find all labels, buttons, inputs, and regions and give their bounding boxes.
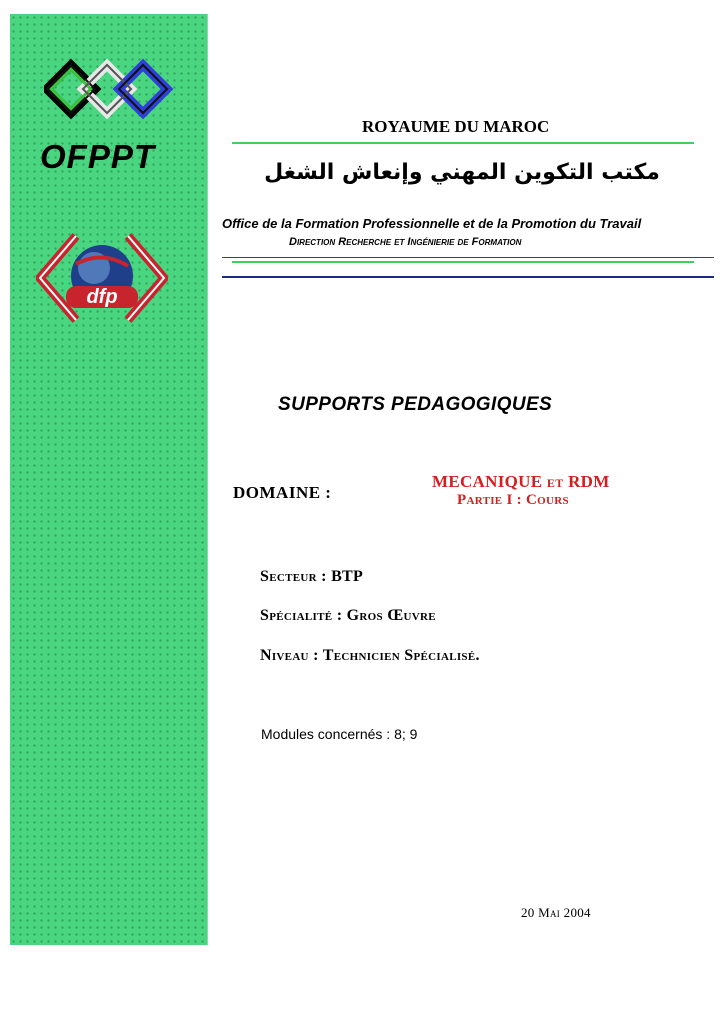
dfp-logo-text: dfp [86,286,118,308]
secteur-line: Secteur : BTP [260,568,364,585]
header-rule-green [232,261,694,263]
specialite-line: Spécialité : Gros Œuvre [260,607,436,624]
partie-label: Partie I : Cours [457,492,569,508]
header-rule-blue [222,276,714,278]
document-date: 20 Mai 2004 [521,905,591,920]
domaine-label: DOMAINE : [233,483,332,502]
office-name: Office de la Formation Professionnelle et de la Promotion du Travail [222,216,642,231]
niveau-line: Niveau : Technicien Spécialisé. [260,647,480,664]
modules-line: Modules concernés : 8; 9 [261,726,418,742]
ofppt-logo-icon [44,58,174,133]
supports-title: SUPPORTS PEDAGOGIQUES [278,394,553,415]
header-rule-thin [222,257,714,258]
arabic-title: مكتب التكوين المهني وإنعاش الشغل [264,160,660,185]
country-title: ROYAUME DU MAROC [362,117,550,136]
direction-name: Direction Recherche et Ingénierie de Formation [289,236,522,248]
green-divider [232,142,694,144]
domaine-value: MECANIQUE et RDM [432,472,610,491]
ofppt-logo-text: OFPPT [40,138,156,175]
dfp-logo-icon [36,228,168,328]
